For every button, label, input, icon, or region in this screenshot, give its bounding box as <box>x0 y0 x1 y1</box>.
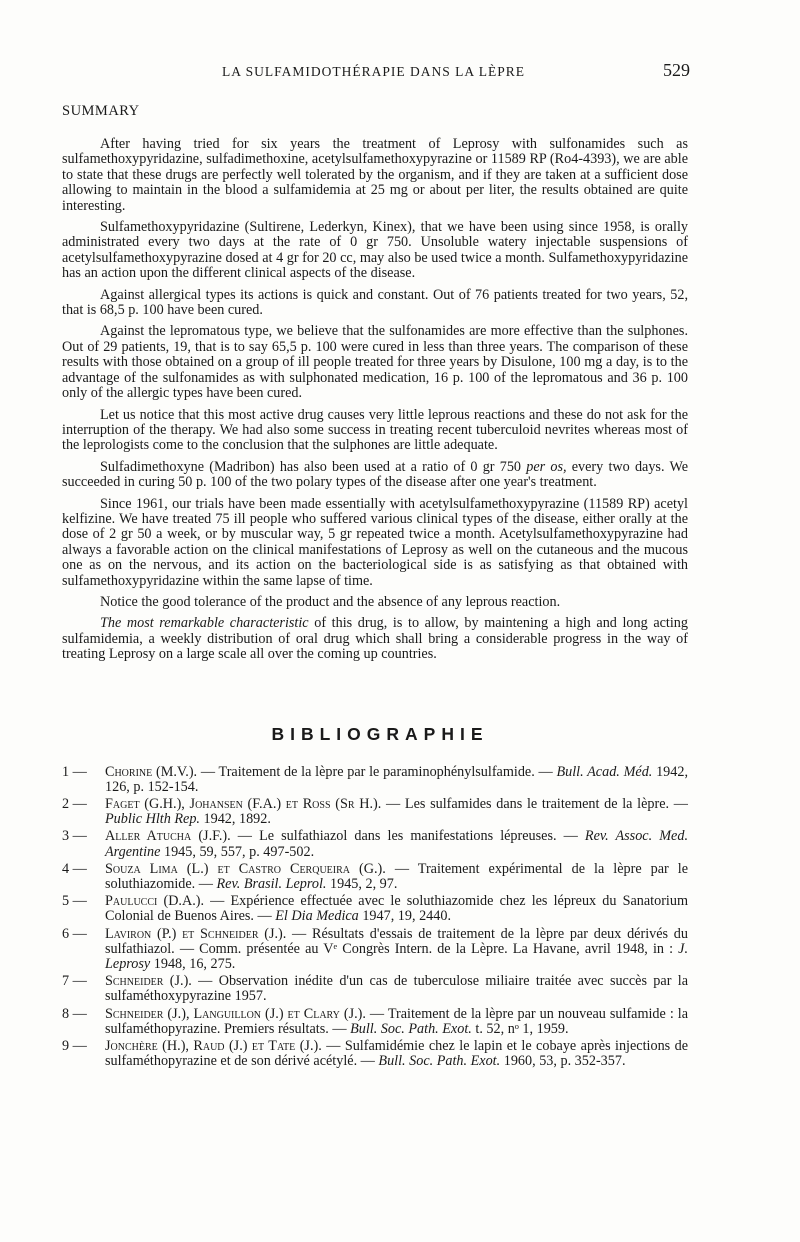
summary-paragraph: Since 1961, our trials have been made essentially with acetylsulfamethoxypyrazine (11589 RP) acetyl kelfizine. We have treated 75 ill people who suffered various clinical types of the disease, either orally at the dose of 2 gr 50 a week, or by muscular way, 5 gr repeated twice a month. Acetylsulfamethoxypyrazine had always a favorable action on the clinical manifestations of Leprosy as well on the cutaneous and the mucous one as on the nervous, and its action on the bacteriological side is as satisfying as that obtained with sulfamethoxypyridazine within the same lapse of time. <box>62 495 688 589</box>
page-number: 529 <box>663 60 690 80</box>
para-text: Sulfadimethoxyne (Madribon) has also been used at a ratio of 0 gr 750 <box>100 458 527 475</box>
reference-authors: Jonchère (H.), Raud (J.) et Tate (J.). <box>105 1038 322 1055</box>
reference-number: 6 — <box>62 925 87 942</box>
reference-journal: J. Leprosy <box>105 940 688 973</box>
reference-tail: 1942, 1892. <box>199 811 271 828</box>
para-italic: The most remarkable characteristic <box>100 615 309 632</box>
reference-text: — Traitement de la lèpre par le paraminophénylsulfamide. — <box>197 763 557 780</box>
reference-tail: 1948, 16, 275. <box>150 956 236 973</box>
reference-tail: 1960, 53, p. 352-357. <box>500 1053 626 1070</box>
reference-number: 9 — <box>62 1038 87 1055</box>
reference-text: — Le sulfathiazol dans les manifestations lépreuses. — <box>230 828 585 845</box>
running-title: LA SULFAMIDOTHÉRAPIE DANS LA LÈPRE <box>222 64 526 79</box>
summary-paragraph: Let us notice that this most active drug causes very little leprous reactions and these do not ask for the interruption of the therapy. We had also some success in treating recent tuberculoid nevrites whereas most of the leprologists come to the conclusion that the sulphones are little adequate. <box>62 406 688 454</box>
reference-tail: 1945, 59, 557, p. 497-502. <box>160 843 315 860</box>
reference-item <box>62 974 688 1004</box>
reference-item <box>62 765 688 795</box>
reference-number: 4 — <box>62 860 87 877</box>
summary-paragraph: Against the lepromatous type, we believe that the sulfonamides are more effective than the sulphones. Out of 29 patients, 19, that is to say 65,5 p. 100 were cured in less than three years. The comparison of these results with those obtained on a group of ill people treated for three years by Disulone, 100 mg a day, is to the advantage of the sulfonamides as with sulphonated medication, 16 p. 100 of the lepromatous and 36 p. 100 only of the allergic types have been cured. <box>62 323 688 402</box>
summary-heading: SUMMARY <box>62 103 140 119</box>
reference-authors: Paulucci (D.A.). <box>105 893 205 910</box>
reference-tail: t. 52, nᵒ 1, 1959. <box>471 1020 569 1037</box>
page <box>62 58 688 1071</box>
para-italic: per os, <box>526 458 567 475</box>
bibliography-heading: BIBLIOGRAPHIE <box>271 723 489 744</box>
reference-tail: 1947, 19, 2440. <box>358 908 451 925</box>
reference-item <box>62 927 688 973</box>
running-head <box>62 58 688 84</box>
reference-authors: Schneider (J.). <box>105 973 192 990</box>
reference-authors: Laviron (P.) et Schneider (J.). <box>105 925 287 942</box>
summary-paragraph: After having tried for six years the treatment of Leprosy with sulfonamides such as sulfamethoxypyridazine, sulfadimethoxine, acetylsulfamethoxypyrazine or 11589 RP (Ro4-4393), we are able to state that these drugs are perfectly well tolerated by the organism, and if they are taken at a sufficient dose allowing to maintain in the blood a sulfamidemia at 25 mg or about per liter, the results obtained are quite interesting. <box>62 136 688 214</box>
reference-journal: Rev. Assoc. Med. Argentine <box>105 828 688 860</box>
reference-number: 8 — <box>62 1005 87 1022</box>
reference-list <box>62 765 688 1070</box>
reference-text: — Les sulfamides dans le traitement de la lèpre. — <box>381 796 688 812</box>
para-text: of this drug, is to allow, by maintening a high and long acting sulfamidemia, a weekly distribution of oral drug which shall bring a considerable progress in the way of treating Leprosy on a large scale all over the coming up countries. <box>62 615 688 663</box>
reference-authors: Chorine (M.V.). <box>105 763 198 780</box>
reference-text: — Traitement expérimental de la lèpre par le soluthiazomide. — <box>105 860 689 893</box>
reference-journal: El Dia Medica <box>275 908 359 925</box>
reference-item <box>62 894 688 924</box>
summary-paragraph <box>62 616 688 662</box>
reference-item <box>62 1039 688 1069</box>
reference-tail: 1945, 2, 97. <box>326 876 398 893</box>
reference-journal: Bull. Acad. Méd. <box>556 763 653 780</box>
summary-paragraph: Notice the good tolerance of the product and the absence of any leprous reaction. <box>100 593 561 610</box>
summary-paragraph: Sulfamethoxypyridazine (Sultirene, Lederkyn, Kinex), that we have been using since 1958, is orally administrated every two days at the rate of 0 gr 750. Unsoluble watery injectable suspensions of acetylsulfamethoxypyrazine dosed at 4 gr for 20 cc, may also be used twice a month. Sulfamethoxypyridazine has an action upon the different clinical aspects of the disease. <box>62 219 688 282</box>
summary-paragraph <box>62 460 688 491</box>
reference-number: 1 — <box>62 763 87 780</box>
reference-text: — Résultats d'essais de traitement de la lèpre par deux dérivés du sulfathiazol. — Comm. présentée au Vᵉ Congrès Intern. de la Lèpre. La Havane, avril 1948, in : <box>105 925 688 957</box>
reference-tail: 1942, 126, p. 152-154. <box>105 763 689 795</box>
reference-authors: Aller Atucha (J.F.). <box>105 828 231 845</box>
reference-journal: Public Hlth Rep. <box>105 811 200 828</box>
reference-item <box>62 862 688 892</box>
reference-item <box>62 1007 688 1037</box>
reference-authors: Faget (G.H.), Johansen (F.A.) et Ross (Sr H.). <box>105 796 382 812</box>
reference-number: 3 — <box>62 828 87 845</box>
reference-authors: Schneider (J.), Languillon (J.) et Clary (J.). <box>105 1005 366 1022</box>
reference-journal: Bull. Soc. Path. Exot. <box>350 1020 472 1037</box>
reference-item <box>62 829 688 859</box>
reference-text: — Traitement de la lèpre par un nouveau sulfamide : la sulfaméthopyrazine. Premiers résultats. — <box>105 1005 688 1037</box>
reference-text: — Observation inédite d'un cas de tuberculose miliaire traitée avec succès par la sulfaméthoxypyrazine 1957. <box>105 973 688 1005</box>
summary-paragraph: Against allergical types its actions is quick and constant. Out of 76 patients treated for two years, 52, that is 68,5 p. 100 have been cured. <box>62 286 688 319</box>
para-text: every two days. We succeeded in curing 50 p. 100 of the two polary types of the disease after one year's treatment. <box>62 458 688 491</box>
reference-number: 5 — <box>62 893 87 910</box>
reference-number: 2 — <box>62 796 87 812</box>
reference-authors: Souza Lima (L.) et Castro Cerqueira (G.). <box>105 860 386 877</box>
reference-text: — Sulfamidémie chez le lapin et le cobaye après injections de sulfaméthopyrazine et de son dérivé acétylé. — <box>105 1038 689 1070</box>
reference-text: — Expérience effectuée avec le soluthiazomide chez les lépreux du Sanatorium Colonial de Buenos Aires. — <box>105 893 688 925</box>
reference-journal: Rev. Brasil. Leprol. <box>216 876 327 893</box>
reference-journal: Bull. Soc. Path. Exot. <box>378 1053 501 1070</box>
reference-item <box>62 797 688 827</box>
reference-number: 7 — <box>62 973 87 990</box>
